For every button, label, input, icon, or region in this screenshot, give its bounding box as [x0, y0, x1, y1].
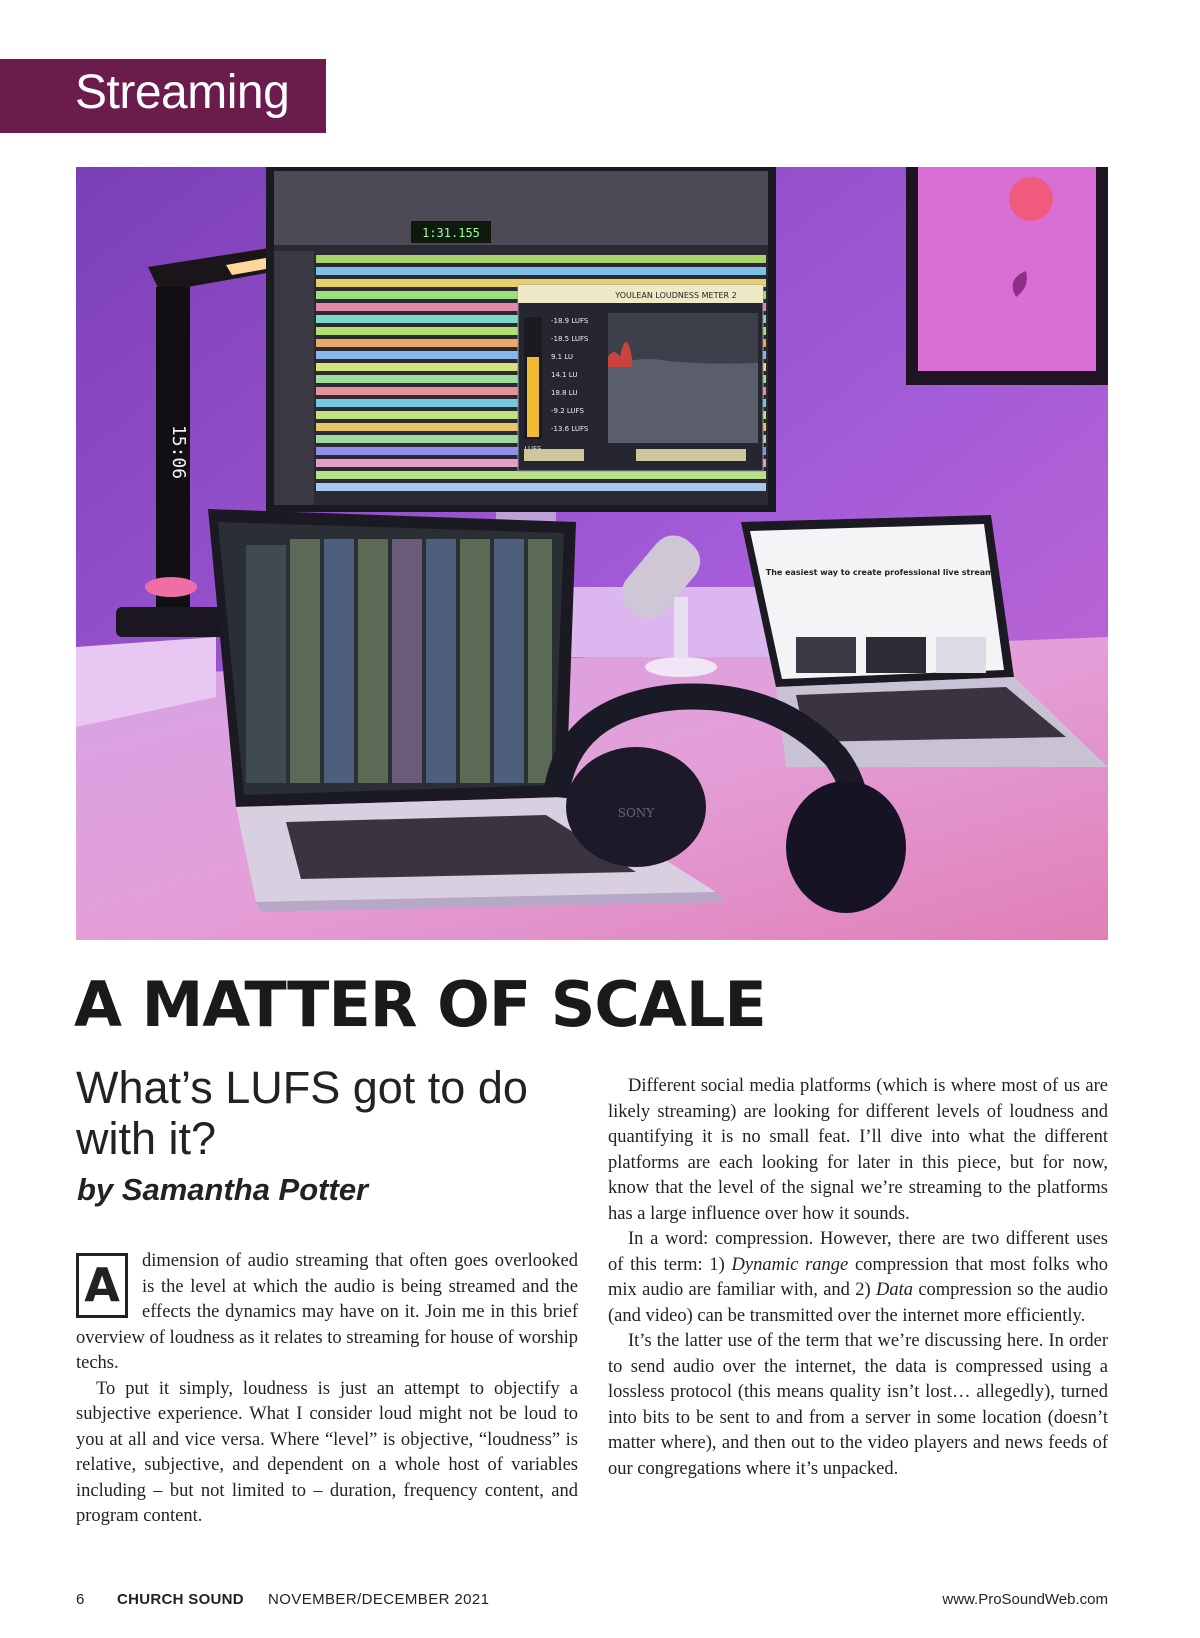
right-column	[608, 1074, 1108, 1482]
right-laptop-headline: The easiest way to create professional live streams	[765, 568, 999, 577]
text-run: compression that most folks who mix audio are familiar with, and 2)	[608, 1254, 1109, 1300]
page-footer	[76, 1591, 1108, 1613]
body-paragraph: Different social media platforms (which is where most of us are likely streaming) are looking for different levels of loudness and quantifying it is no small feat. I’ll dive into what the different platforms are each looking for later in this piece, but for now, know that the level of the signal we’re streaming to the platforms has a large influence over how it sounds.	[608, 1076, 1108, 1224]
article-title: A MATTER OF SCALE	[74, 968, 766, 1041]
page-number: 6	[76, 1591, 85, 1608]
monitor	[266, 167, 776, 532]
dropcap: A	[76, 1253, 128, 1318]
hero-photo	[76, 167, 1108, 940]
wall-art	[906, 167, 1108, 385]
emphasis-text: Dynamic range	[731, 1254, 849, 1275]
publication-name: CHURCH SOUND	[117, 1591, 244, 1608]
readout-7: -13.6 LUFS	[551, 425, 589, 433]
monitor-time: 1:31.155	[422, 226, 480, 240]
section-tab	[0, 59, 326, 133]
lamp-clock: 15:06	[168, 424, 189, 480]
readout-2: -18.5 LUFS	[551, 335, 589, 343]
left-column	[76, 1249, 578, 1530]
website-url: www.ProSoundWeb.com	[942, 1591, 1108, 1608]
body-paragraph: To put it simply, loudness is just an attempt to objectify a subjective experience. What I consider loud might not be loud to you at all and vice versa. Where “level” is objective, “loudness” is relative, subjective, and dependent on a whole host of variables including – but not limited to – duration, frequency content, and program content.	[76, 1378, 578, 1526]
plugin-title: YOULEAN LOUDNESS METER 2	[615, 291, 737, 300]
section-label: Streaming	[75, 66, 290, 119]
emphasis-text: Data	[876, 1280, 913, 1300]
intro-text: dimension of audio streaming that often goes overlooked is the level at which the audio is being streamed and the effects the dynamics may have on it. Join me in this brief overview of loudness as it relates to streaming for house of worship techs.	[76, 1251, 578, 1373]
text-run: In a word: compression. However, there are two different uses of this term: 1)	[608, 1229, 1108, 1275]
text-run: compression so the audio (and video) can be transmitted over the internet more efficiently.	[608, 1280, 1108, 1326]
readout-4: 14.1 LU	[551, 371, 578, 379]
loudness-meter-plugin	[518, 285, 763, 471]
readout-3: 9.1 LU	[551, 353, 574, 361]
readout-6: -9.2 LUFS	[551, 407, 584, 415]
readout-5: 18.8 LU	[551, 389, 578, 397]
intro-paragraph	[76, 1249, 578, 1377]
readout-1: -18.9 LUFS	[551, 317, 589, 325]
body-paragraph: It’s the latter use of the term that we’re discussing here. In order to send audio over the internet, the data is compressed using a lossless protocol (this means quality isn’t lost… allegedly), turned into bits to be sent to and from a server in some location (doesn’t matter where), and then out to the video players and news feeds of our congregations where it’s unpacked.	[608, 1331, 1108, 1479]
issue-date: NOVEMBER/DECEMBER 2021	[268, 1591, 490, 1608]
studio-desk-illustration	[76, 167, 1108, 940]
byline: by Samantha Potter	[77, 1172, 369, 1207]
article-subtitle: What’s LUFS got to do with it?	[76, 1062, 528, 1164]
body-paragraph	[608, 1227, 1108, 1329]
headphones-brand: SONY	[617, 806, 655, 820]
